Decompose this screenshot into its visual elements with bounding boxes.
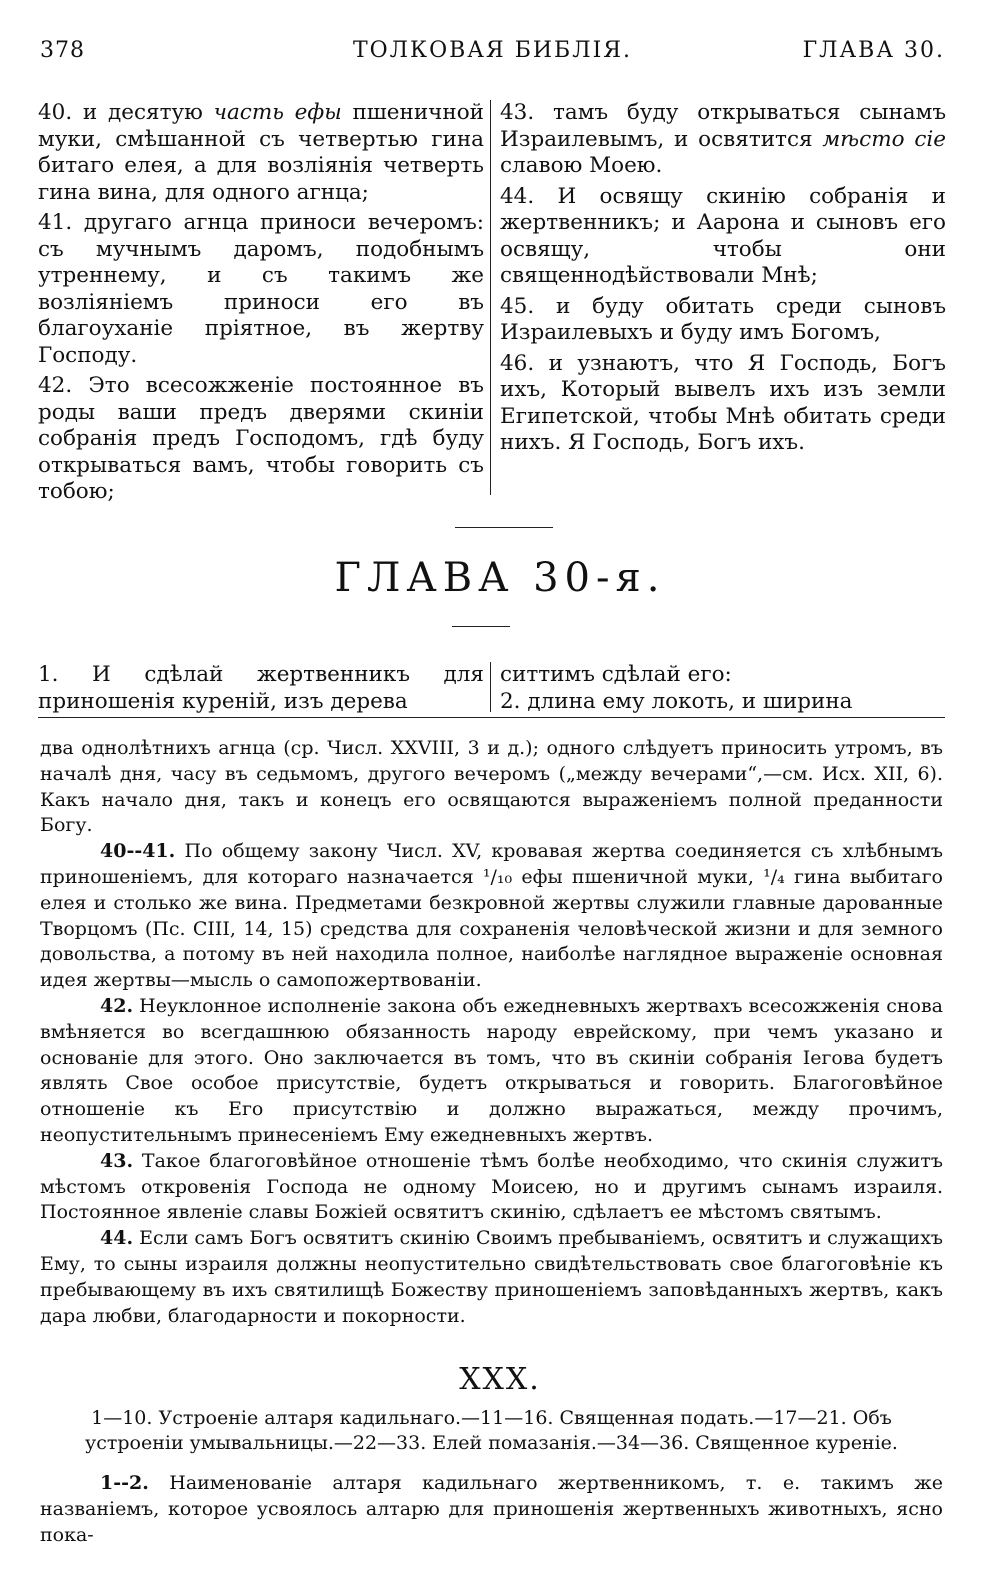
verse-45: 45. и буду обитать среди сыновъ Израилевыхъ и буду имъ Богомъ,	[500, 293, 946, 345]
chapter-title: ГЛАВА 30-я.	[334, 555, 666, 601]
scripture-column-right-30	[500, 662, 946, 715]
commentary-para: 43. Такое благоговѣйное отношеніе тѣмъ болѣе необходимо, что скинія служитъ мѣстомъ откровенія Господа не одному Моисею, но и другимъ сынамъ израиля. Постоянное явленіе славы Божіей освятитъ скинію, сдѣлаетъ ее мѣстомъ святымъ.	[40, 1149, 943, 1224]
column-divider	[490, 100, 491, 495]
verse-30-1-cont: ситтимъ сдѣлай его:	[500, 662, 732, 687]
section-heading-roman: XXX.	[459, 1362, 541, 1397]
separator-rule-bottom	[452, 626, 510, 627]
scripture-columns-chapter30	[38, 662, 945, 722]
verse-41: 41. другаго агнца приноси вечеромъ: съ мучнымъ даромъ, подобнымъ утреннему, и съ такимъ же возліяніемъ приноси его въ благоуханіе пріятное, въ жертву Господу.	[38, 210, 484, 368]
verse-30-2: 2. длина ему локоть, и ширина	[500, 688, 853, 714]
running-title: ТОЛКОВАЯ БИБЛІЯ.	[352, 38, 633, 63]
page-header	[40, 38, 945, 74]
verse-30-1: 1. И сдѣлай жертвенникъ для приношенія куреній, изъ дерева	[38, 662, 484, 714]
commentary-para: 40--41. По общему закону Числ. XV, кровавая жертва соединяется съ хлѣбнымъ приношеніемъ, для котораго назначается ¹/₁₀ ефы пшеничной муки, ¹/₄ гина выбитаго елея и столько же вина. Предметами безкровной жертвы служили главные дарованные Творцомъ (Пс. CIII, 14, 15) средства для сохраненія человѣческой жизни и для земного довольства, а потому въ ней находила полное, наиболѣе наглядное выраженіе основная идея жертвы—мысль о самопожертвованіи.	[40, 840, 943, 992]
commentary	[40, 736, 943, 1329]
column-divider-30	[490, 662, 491, 712]
verse-40: 40. и десятую часть ефы пшеничной муки, смѣшанной съ четвертью гина битаго елея, а для возліянія четверть гина вина, для одного агнца;	[38, 100, 484, 205]
commentary-continued	[40, 1470, 943, 1548]
verse-42: 42. Это всесожженіе постоянное въ роды ваши предъ дверями скиніи собранія предъ Господомъ, гдѣ буду открываться вамъ, чтобы говорить съ тобою;	[38, 373, 484, 504]
verse-44: 44. И освящу скинію собранія и жертвенникъ; и Аарона и сыновъ его освящу, чтобы они священнодѣйствовали Мнѣ;	[500, 183, 946, 288]
page-number: 378	[40, 38, 85, 63]
scripture-column-left-30	[38, 662, 484, 715]
commentary-para: 42. Неуклонное исполненіе закона объ ежедневныхъ жертвахъ всесожженія снова вмѣняется во всегдашнюю обязанность народу еврейскому, при чемъ указано и основаніе для этого. Оно заключается въ томъ, что въ скиніи собранія Іегова будетъ являть Свое особое присутствіе, будетъ открываться и говорить. Благоговѣйное отношеніе къ Его присутствію и должно выражаться, между прочимъ, неопустительнымъ принесеніемъ Ему ежедневныхъ жертвъ.	[40, 994, 943, 1146]
running-chapter: ГЛАВА 30.	[802, 38, 945, 63]
chapter-summary: 1—10. Устроеніе алтаря кадильнаго.—11—16. Священная подать.—17—21. Объ устроеніи умывальницы.—22—33. Елей помазанія.—34—36. Священное куреніе.	[85, 1407, 898, 1454]
scripture-columns-top	[38, 100, 946, 504]
verse-46: 46. и узнаютъ, что Я Господь, Богъ ихъ, Который вывелъ ихъ изъ земли Египетской, чтобы Мнѣ обитать среди нихъ. Я Господь, Богъ ихъ.	[500, 350, 946, 455]
verse-43: 43. тамъ буду открываться сынамъ Израилевымъ, и освятится мѣсто сіе славою Моею.	[500, 100, 946, 178]
commentary-rule	[38, 717, 945, 718]
scripture-column-right	[500, 100, 946, 461]
commentary-para: два однолѣтнихъ агнца (ср. Числ. XXVIII, 3 и д.); одного слѣдуетъ приносить утромъ, въ началѣ дня, часу въ седьмомъ, другого вечеромъ („между вечерами“,—см. Исх. XII, 6). Какъ начало дня, такъ и конецъ его освящаются выраженіемъ полной преданности Богу.	[40, 737, 943, 837]
scripture-column-left	[38, 100, 484, 510]
separator-rule-top	[455, 527, 553, 528]
commentary-para: 44. Если самъ Богъ освятитъ скинію Своимъ пребываніемъ, освятитъ и служащихъ Ему, то сыны израиля должны неопустительно свидѣтельствовать свое благоговѣніе къ пребывающему въ ихъ святилищѣ Божеству приношеніемъ заповѣданныхъ жертвъ, какъ дара любви, благодарности и покорности.	[40, 1227, 943, 1327]
commentary-para: 1--2. Наименованіе алтаря кадильнаго жертвенникомъ, т. е. такимъ же названіемъ, которое усвоялось алтарю для приношенія жертвенныхъ животныхъ, ясно пока-	[40, 1472, 943, 1546]
